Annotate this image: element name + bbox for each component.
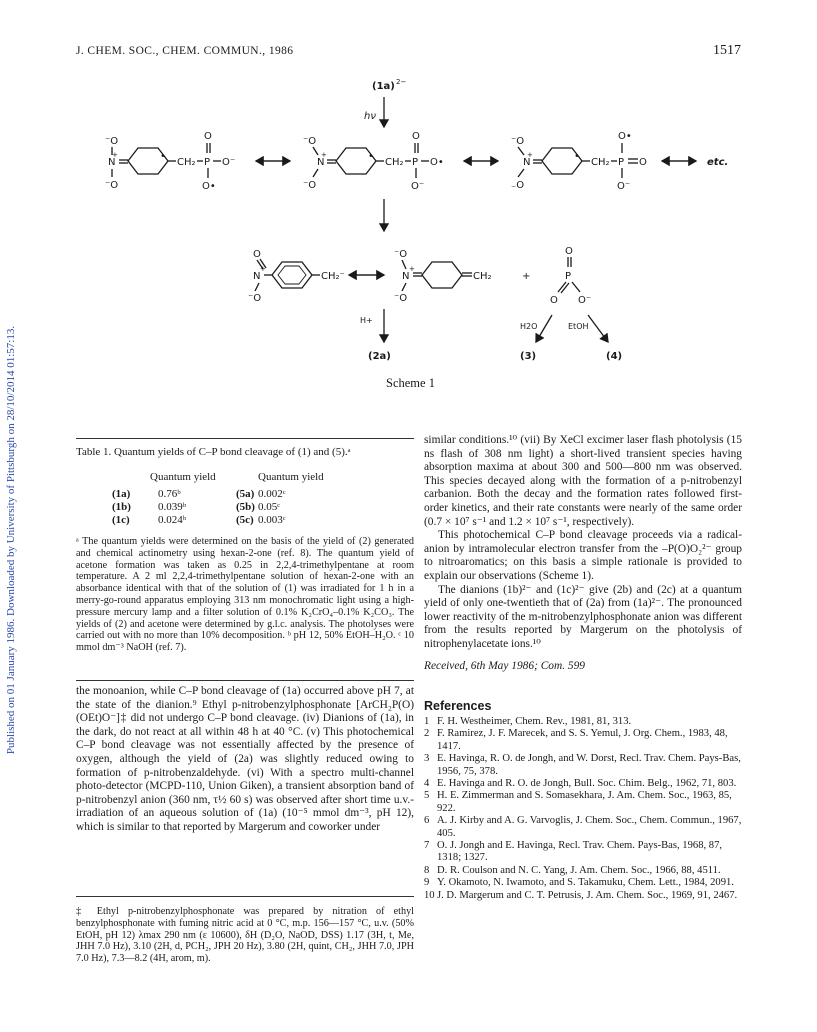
reference-text: O. J. Jongh and E. Havinga, Recl. Trav. Chem. Pays-Bas, 1968, 87, 1318; 1327. (437, 840, 723, 864)
structure-4 (248, 249, 345, 304)
structure-6 (550, 246, 591, 306)
reference-item (424, 877, 742, 889)
svg-text:CH₂: CH₂ (385, 157, 404, 168)
svg-text:⁻O: ⁻O (303, 136, 317, 147)
svg-text:P: P (618, 157, 625, 168)
svg-text:+: + (409, 265, 415, 273)
svg-text:O⁻: O⁻ (617, 181, 631, 192)
svg-text:⁻O: ⁻O (248, 293, 262, 304)
svg-text:P: P (204, 157, 211, 168)
reference-text: A. J. Kirby and A. G. Varvoglis, J. Chem. Soc., Chem. Commun., 1967, 405. (437, 815, 742, 839)
etc-label: etc. (707, 157, 729, 168)
structure-5 (394, 249, 492, 304)
left-body-text: the monoanion, while C–P bond cleavage of (1a) occurred above pH 7, at the state of the dianion.⁹ Ethyl p-nitrobenzylphosphonate [ArCH₂P(O)(OEt)O⁻]‡ did not undergo C–P bond cleavage. (iv) Dianions of (1a), in the dark, do not react at all within 48 h at 40 °C. (v) This photochemical C–P bond cleavage was not essentially affected by the presence of oxygen, although the yield of (2a) was slightly reduced owing to formation of p-nitrobenzaldehyde. (vi) With a spectro multi-channel photo-detector (MCPD-110, Union Giken), a transient absorption band of p-nitrobenzyl anion (360 nm, τ½ 60 s) was observed after short time u.v.-irradiation of an aqueous solution of (1a) (10⁻⁵ mmol dm⁻³, pH 12), which is similar to that reported by Margerum and coworker under (76, 685, 414, 833)
table-bottom-rule (76, 680, 414, 681)
table-cell-compound: (1a) (112, 488, 131, 500)
svg-text:+: + (527, 151, 533, 159)
h-plus-label: H+ (360, 316, 373, 325)
svg-text:N: N (108, 157, 116, 168)
etoh-label: EtOH (568, 322, 589, 331)
table-cell-compound: (1c) (112, 514, 130, 526)
download-note-text: Published on 01 January 1986. Downloaded by University of Pittsburgh on 28/10/2014 01:57:13. (5, 325, 17, 755)
reference-text: E. Havinga and R. O. de Jongh, Bull. Soc. Chim. Belg., 1962, 71, 803. (437, 778, 737, 790)
svg-text:P: P (412, 157, 419, 168)
table-cell-compound: (5a) (236, 488, 255, 500)
table-cell-compound: (5c) (236, 514, 254, 526)
svg-text:CH₂: CH₂ (177, 157, 196, 168)
structure-1 (105, 131, 235, 192)
structure-2 (303, 131, 444, 192)
reference-item (424, 890, 742, 902)
table-cell-value: 0.002ᶜ (258, 488, 286, 500)
paragraph: This photochemical C–P bond cleavage proceeds via a radical-anion by intramolecular electron transfer from the –P(O)O₂²⁻ group to nitroaromatics; on this basis a simple rationale is provided to explain our observations (Scheme 1). (424, 529, 742, 582)
reference-number: 7 (424, 840, 430, 852)
table-cell-value: 0.039ᵇ (158, 501, 187, 513)
svg-text:+: + (321, 151, 327, 159)
top-label: (1a) (372, 81, 395, 92)
paragraph: The dianions (1b)²⁻ and (1c)²⁻ give (2b) and (2c) at a quantum yield of only one-twentieth that of (2a) from (1a)²⁻. The pronounced lower reactivity of the m-nitrobenzylphosphonate anion was different from the results reported by Margerum on the photolysis of nitrophenylacetate ions.¹⁰ (424, 583, 742, 650)
svg-text:O•: O• (430, 157, 444, 168)
svg-text:⁻O: ⁻O (394, 293, 408, 304)
table-row (112, 488, 130, 500)
reference-number: 2 (424, 728, 430, 740)
table-cell-compound: (1b) (112, 501, 131, 513)
product-2a: (2a) (368, 351, 391, 362)
reference-number: 1 (424, 716, 430, 727)
table-header-1: Quantum yield (150, 471, 216, 483)
reference-number: 9 (424, 877, 430, 889)
table-caption: Table 1. Quantum yields of C–P bond cleavage of (1) and (5).ᵃ (76, 446, 351, 458)
reference-number: 8 (424, 864, 430, 876)
svg-text:•: • (160, 151, 166, 162)
svg-text:O: O (412, 131, 420, 142)
reference-item (424, 778, 742, 790)
svg-text:O⁻: O⁻ (222, 157, 236, 168)
references-list (424, 716, 742, 902)
svg-text:⁻O: ⁻O (394, 249, 408, 260)
table-cell-value: 0.76ᵇ (158, 488, 181, 500)
reference-text: H. E. Zimmerman and S. Somasekhara, J. Am. Chem. Soc., 1963, 85, 922. (437, 790, 732, 814)
scheme-caption: Scheme 1 (386, 376, 435, 390)
svg-text:O: O (565, 246, 573, 257)
reference-text: F. H. Westheimer, Chem. Rev., 1981, 81, 313. (437, 716, 632, 727)
reference-text: F. Ramirez, J. F. Marecek, and S. S. Yemul, J. Org. Chem., 1983, 48, 1417. (437, 728, 728, 752)
product-3: (3) (520, 351, 537, 362)
svg-text:⁻O: ⁻O (105, 180, 119, 191)
svg-text:O⁻: O⁻ (578, 295, 592, 306)
reference-item (424, 790, 742, 815)
svg-text:O⁻: O⁻ (411, 181, 425, 192)
table-cell-value: 0.024ᵇ (158, 514, 187, 526)
scheme-drawing (0, 75, 817, 395)
svg-text:•: • (574, 151, 580, 162)
top-label-charge: 2− (396, 78, 407, 86)
svg-text:⁻O: ⁻O (303, 180, 317, 191)
reference-number: 6 (424, 815, 430, 827)
svg-text:+: + (260, 265, 266, 273)
reference-text: E. Havinga, R. O. de Jongh, and W. Dorst, Recl. Trav. Chem. Pays-Bas, 1956, 75, 378. (437, 753, 741, 777)
right-body-text (424, 434, 742, 652)
table-cell-value: 0.05ᶜ (258, 501, 281, 513)
svg-text:CH₂: CH₂ (473, 271, 492, 282)
svg-text:⁻O: ⁻O (105, 136, 119, 147)
svg-text:N: N (523, 157, 531, 168)
journal-header: J. CHEM. SOC., CHEM. COMMUN., 1986 (76, 45, 294, 57)
reference-number: 3 (424, 753, 430, 765)
reference-text: Y. Okamoto, N. Iwamoto, and S. Takamuku, Chem. Lett., 1984, 2091. (437, 877, 734, 889)
h2o-label: H2O (520, 322, 538, 331)
svg-text:N: N (402, 271, 410, 282)
reference-item (424, 728, 742, 753)
svg-text:O: O (639, 157, 647, 168)
structure-3 (511, 131, 647, 192)
svg-text:•: • (368, 151, 374, 162)
references-heading: References (424, 699, 492, 713)
reference-item (424, 753, 742, 778)
reference-number: 10 (424, 889, 435, 901)
svg-text:O: O (550, 295, 558, 306)
svg-text:N: N (253, 271, 261, 282)
reference-number: 5 (424, 790, 430, 802)
reference-text: J. D. Margerum and C. T. Petrusis, J. Am. Chem. Soc., 1969, 91, 2467. (437, 889, 738, 901)
product-4: (4) (606, 351, 623, 362)
svg-text:O•: O• (618, 131, 632, 142)
table-header-2: Quantum yield (258, 471, 324, 483)
table-cell-compound: (5b) (236, 501, 255, 513)
svg-text:⁻O: ⁻O (511, 136, 525, 147)
table-top-rule (76, 438, 414, 439)
reference-item (424, 716, 742, 728)
reference-item (424, 840, 742, 865)
footnote-rule (76, 896, 414, 897)
svg-text:N: N (317, 157, 325, 168)
svg-text:O•: O• (202, 181, 216, 192)
svg-text:CH₂: CH₂ (591, 157, 610, 168)
reference-text: D. R. Coulson and N. C. Yang, J. Am. Chem. Soc., 1966, 88, 4511. (437, 864, 721, 876)
svg-text:+: + (112, 151, 118, 159)
footnote-ethyl: ‡ Ethyl p-nitrobenzylphosphonate was prepared by nitration of ethyl benzylphosphonate with fuming nitric acid at 0 °C, m.p. 156—157 °C, u.v. (50% EtOH, pH 12) λmax 290 nm (ε 10600), δH (D₂O, NaOD, DSS) 1.17 (3H, t, Me, JHH 7.0 Hz), 3.10 (2H, d, PCH₂, JPH 20 Hz), 3.80 (2H, quint, CH₂, JHH 7.0, JPH 7.0 Hz), 7.3—8.2 (4H, arom, m). (76, 906, 414, 965)
svg-text:P: P (565, 271, 572, 282)
svg-text:CH₂⁻: CH₂⁻ (321, 271, 345, 282)
svg-text:O: O (204, 131, 212, 142)
svg-text:+: + (522, 271, 531, 282)
svg-text:₋O: ₋O (511, 180, 525, 191)
table-footnote: ᵃ The quantum yields were determined on the basis of the yield of (2) generated and chemical actinometry using hexan-2-one (ref. 8). The quantum yield of acetone formation was taken as 0.25 in 2,2,4-trimethylpentane at room temperature. A 2 ml 2,2,4-trimethylpentane solution of hexan-2-one with an absorbance identical with that of the solution of (1) was irradiated for 1 h in a merry-go-round apparatus employing 313 nm monochromatic light using a high-pressure mercury lamp and a filter solution of 0.1% K₂CrO₄–0.1% K₂CO₃. The yields of (2) and acetone were determined by g.l.c. analysis. The photolyses were carried out with no more than 10% decomposition. ᵇ pH 12, 50% EtOH–H₂O. ᶜ 10 mmol dm⁻³ NaOH (ref. 7). (76, 536, 414, 654)
svg-text:O: O (253, 249, 261, 260)
reference-number: 4 (424, 778, 430, 790)
paragraph: similar conditions.¹⁰ (vii) By XeCl excimer laser flash photolysis (15 ns flash of 308 nm light) a short-lived transient species having absorption maxima at about 300 and 500—800 nm was observed. This species decayed along with the formation of a p-nitrobenzyl carbanion. Both the decay and the formation rates followed first-order kinetics, and their rate constants were nearly of the same order (0.7 × 10⁷ s⁻¹ and 1.2 × 10⁷ s⁻¹, respectively). (424, 434, 742, 528)
hv-label: hν (364, 111, 376, 122)
page-number: 1517 (713, 43, 741, 58)
reference-item (424, 865, 742, 877)
table-cell-value: 0.003ᶜ (258, 514, 286, 526)
reaction-scheme (0, 75, 817, 395)
received-line: Received, 6th May 1986; Com. 599 (424, 660, 586, 672)
reference-item (424, 815, 742, 840)
